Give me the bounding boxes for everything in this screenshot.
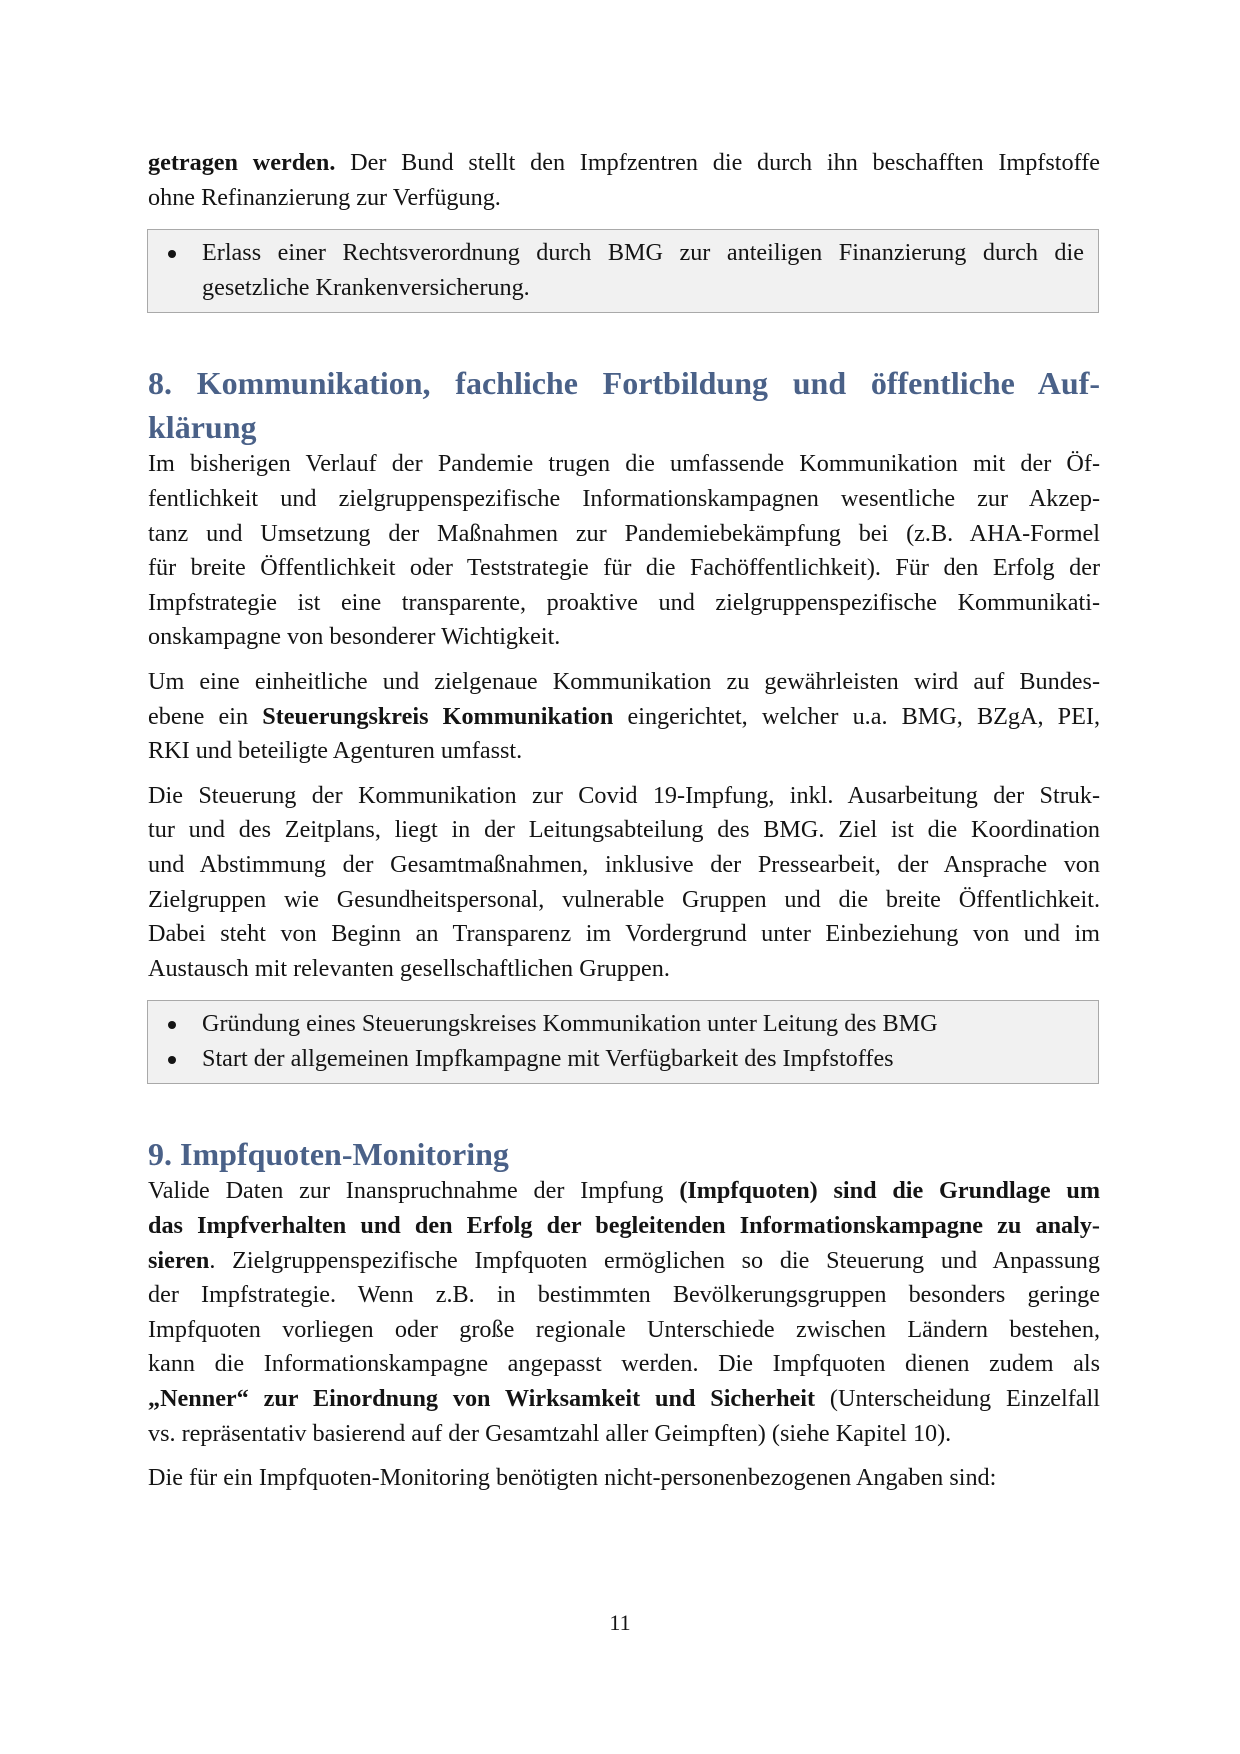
- section-8-paragraph-1: [148, 447, 1100, 655]
- section-8-heading: [148, 361, 1100, 449]
- text-line: RKI und beteiligte Agenturen umfasst.: [148, 737, 523, 765]
- action-box-communication: [147, 1000, 1099, 1084]
- text-line: getragen werden. Der Bund stellt den Impfzentren die durch ihn beschafften Impfstoffe: [148, 149, 1100, 176]
- text-line: Im bisherigen Verlauf der Pandemie trugen die umfassende Kommunikation mit der Öf-: [148, 450, 1100, 478]
- text-line: Zielgruppen wie Gesundheitspersonal, vulnerable Gruppen und die breite Öffentlichkeit.: [148, 885, 1100, 913]
- heading-line: 9. Impfquoten-Monitoring: [148, 1136, 509, 1173]
- text-line: onskampagne von besonderer Wichtigkeit.: [148, 623, 561, 651]
- text-line: der Impfstrategie. Wenn z.B. in bestimmten Bevölkerungsgruppen besonders geringe: [148, 1281, 1100, 1309]
- text-line: Erlass einer Rechtsverordnung durch BMG zur anteiligen Finanzierung durch die: [202, 239, 1084, 267]
- text-line: Impfquoten vorliegen oder große regionale Unterschiede zwischen Ländern bestehen,: [148, 1315, 1100, 1343]
- text-line: Austausch mit relevanten gesellschaftlichen Gruppen.: [148, 954, 670, 982]
- action-item: [162, 236, 1084, 305]
- text-line: Die für ein Impfquoten-Monitoring benötigten nicht-personenbezogenen Angaben sind:: [148, 1464, 997, 1492]
- heading-line: 8. Kommunikation, fachliche Fortbildung und öffentliche Auf-: [148, 365, 1100, 402]
- text-line: das Impfverhalten und den Erfolg der begleitenden Informationskampagne zu analy-: [148, 1212, 1100, 1240]
- document-page: [148, 146, 1100, 1496]
- text-line: kann die Informationskampagne angepasst werden. Die Impfquoten dienen zudem als: [148, 1350, 1100, 1378]
- text-line: Dabei steht von Beginn an Transparenz im Vordergrund unter Einbeziehung von und im: [148, 920, 1100, 948]
- section-9-paragraph-2: [148, 1461, 1100, 1496]
- action-list: [162, 236, 1084, 305]
- section-8-paragraph-2: [148, 665, 1100, 769]
- text-line: gesetzliche Krankenversicherung.: [202, 273, 530, 301]
- action-item: [162, 1042, 1084, 1077]
- heading-line: klärung: [148, 409, 257, 446]
- page-number: 11: [609, 1610, 631, 1635]
- text-line: tur und des Zeitplans, liegt in der Leitungsabteilung des BMG. Ziel ist die Koordination: [148, 816, 1100, 844]
- text-line: tanz und Umsetzung der Maßnahmen zur Pandemiebekämpfung bei (z.B. AHA-Formel: [148, 519, 1100, 547]
- text-line: und Abstimmung der Gesamtmaßnahmen, inklusive der Pressearbeit, der Ansprache von: [148, 850, 1100, 878]
- text-line: Gründung eines Steuerungskreises Kommunikation unter Leitung des BMG: [202, 1010, 938, 1038]
- text-line: Die Steuerung der Kommunikation zur Covid 19-Impfung, inkl. Ausarbeitung der Struk-: [148, 781, 1100, 809]
- action-item: [162, 1007, 1084, 1042]
- text-line: fentlichkeit und zielgruppenspezifische Informationskampagnen wesentliche zur Akzep-: [148, 484, 1100, 512]
- intro-paragraph: [148, 146, 1100, 215]
- text-line: Um eine einheitliche und zielgenaue Kommunikation zu gewährleisten wird auf Bundes-: [148, 667, 1100, 695]
- text-line: Start der allgemeinen Impfkampagne mit Verfügbarkeit des Impfstoffes: [202, 1044, 894, 1072]
- text-line: ohne Refinanzierung zur Verfügung.: [148, 183, 501, 211]
- section-9-paragraph-1: [148, 1174, 1100, 1451]
- section-9-heading: [148, 1132, 1100, 1176]
- action-list: [162, 1007, 1084, 1076]
- section-8-paragraph-3: [148, 779, 1100, 987]
- text-line: „Nenner“ zur Einordnung von Wirksamkeit und Sicherheit (Unterscheidung Einzelfall: [148, 1385, 1100, 1413]
- text-line: ebene ein Steuerungskreis Kommunikation eingerichtet, welcher u.a. BMG, BZgA, PEI,: [148, 702, 1101, 730]
- action-box-financing: [147, 229, 1099, 313]
- text-line: vs. repräsentativ basierend auf der Gesamtzahl aller Geimpften) (siehe Kapitel 10).: [148, 1419, 952, 1447]
- text-line: Valide Daten zur Inanspruchnahme der Impfung (Impfquoten) sind die Grundlage um: [148, 1177, 1100, 1205]
- text-line: Impfstrategie ist eine transparente, proaktive und zielgruppenspezifische Kommunikati-: [148, 588, 1100, 616]
- text-line: sieren. Zielgruppenspezifische Impfquoten ermöglichen so die Steuerung und Anpassung: [148, 1246, 1100, 1274]
- text-line: für breite Öffentlichkeit oder Teststrategie für die Fachöffentlichkeit). Für den Erfolg der: [148, 554, 1100, 582]
